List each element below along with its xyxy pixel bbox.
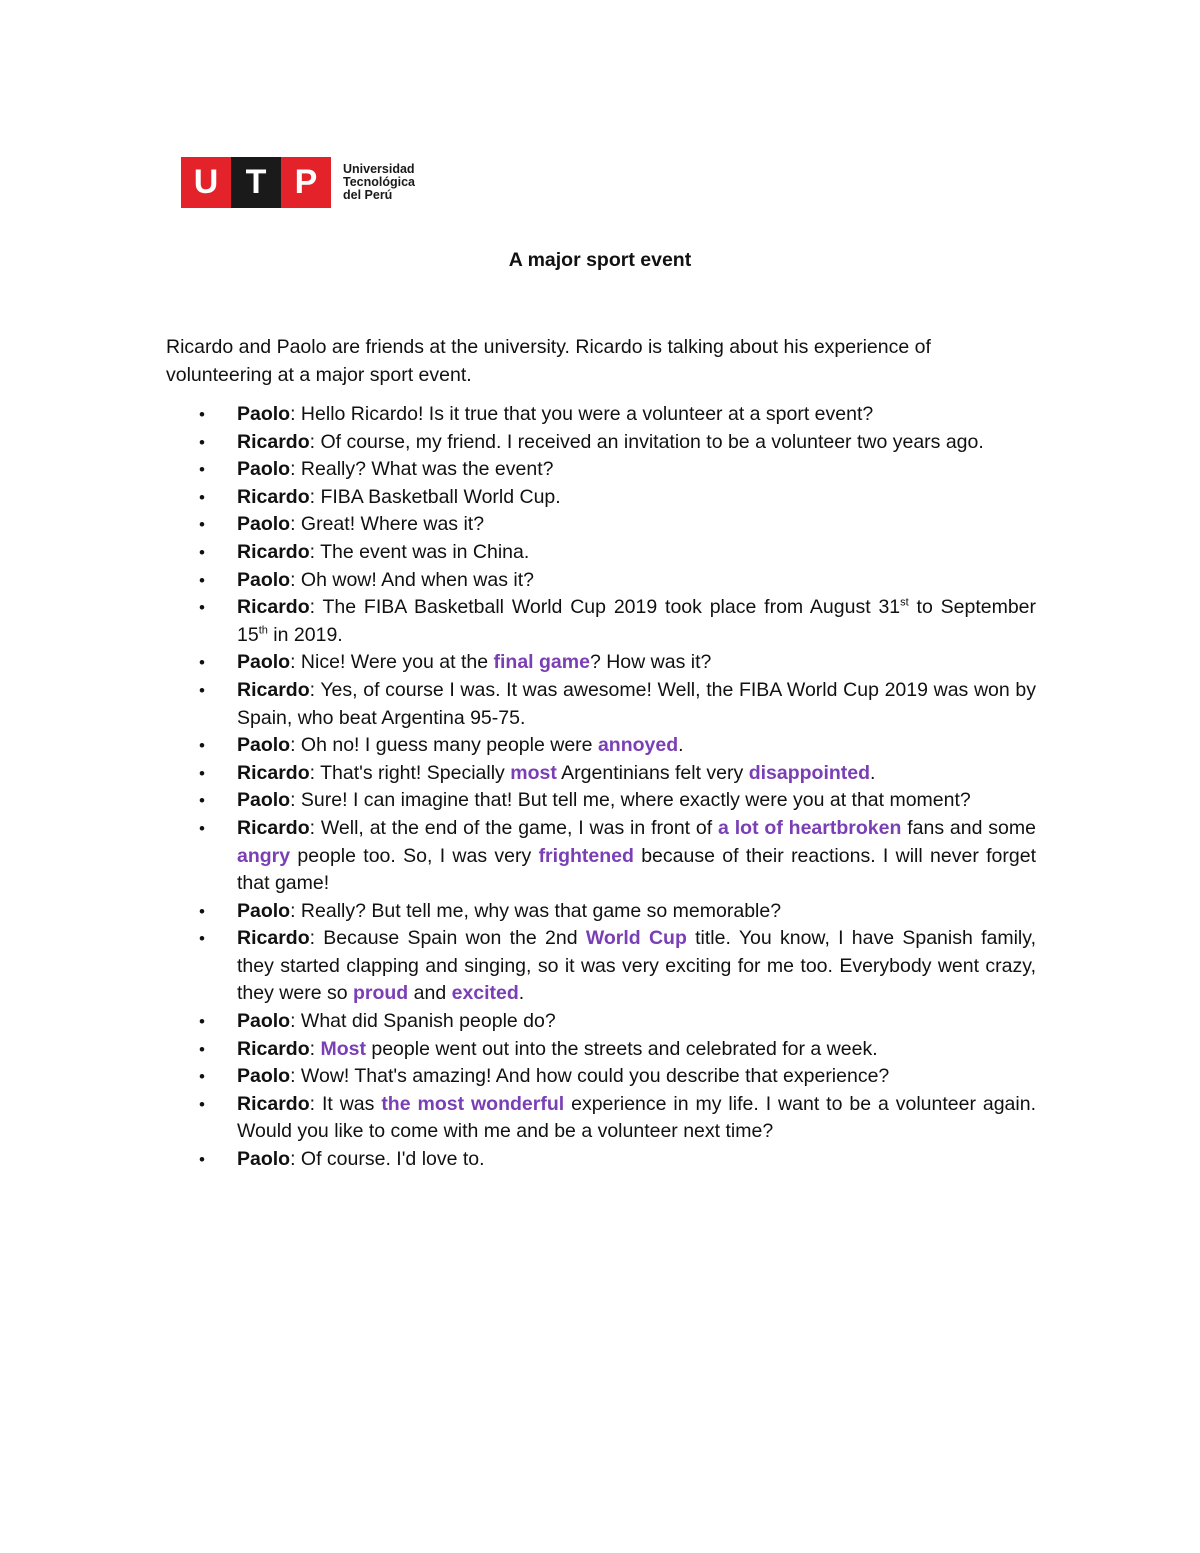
logo-wordmark-line: Tecnológica — [343, 175, 416, 189]
line-text: : Oh no! I guess many people were — [290, 734, 598, 757]
line-text: : Hello Ricardo! Is it true that you were a volunteer at a sport event? — [290, 403, 874, 425]
ordinal-suffix: th — [258, 624, 268, 637]
logo-wordmark — [343, 163, 415, 202]
logo-letter-t: T — [231, 157, 281, 208]
logo-wordmark-line: del Perú — [343, 188, 393, 202]
line-text: and — [408, 982, 452, 1005]
line-text: : Great! Where was it? — [290, 513, 485, 536]
dialogue-line — [166, 1008, 1036, 1036]
line-text: : What did Spanish people do? — [290, 1010, 556, 1033]
line-text: : Nice! Were you at the — [290, 651, 494, 674]
line-text: : Yes, of course I was. It was awesome! Well, the FIBA World Cup 2019 was won by Spain, who beat Argentina 95-75. — [237, 678, 1036, 729]
line-text: experience in my life. I want to be a volunteer again. Would you like to come with me and be a volunteer next time? — [237, 1092, 1036, 1143]
speaker-name: Ricardo — [237, 1092, 310, 1115]
speaker-name: Paolo — [237, 568, 291, 591]
logo-letter-p: P — [281, 157, 331, 208]
dialogue-line — [166, 815, 1036, 898]
dialogue-line — [166, 1091, 1036, 1146]
line-text: : The event was in China. — [309, 540, 530, 563]
dialogue-line — [166, 484, 1036, 512]
speaker-name: Ricardo — [237, 596, 310, 619]
highlighted-phrase: excited — [451, 982, 519, 1005]
dialogue-line — [166, 594, 1036, 649]
dialogue-list — [166, 401, 1036, 1174]
line-text: . — [678, 734, 684, 757]
line-text: : Oh wow! And when was it? — [290, 568, 534, 591]
line-text: : Well, at the end of the game, I was in front of — [309, 816, 719, 839]
highlighted-phrase: Most — [320, 1037, 366, 1060]
dialogue-line — [166, 1146, 1036, 1174]
highlighted-phrase: proud — [352, 982, 409, 1005]
ordinal-suffix: st — [900, 596, 909, 609]
speaker-name: Ricardo — [237, 485, 310, 508]
speaker-name: Paolo — [237, 734, 291, 757]
line-text: . — [870, 761, 876, 784]
highlighted-phrase: World Cup — [585, 927, 687, 950]
speaker-name: Paolo — [237, 513, 291, 536]
line-text: : Because Spain won the 2nd — [309, 927, 586, 950]
line-text: title. You know, I have Spanish family, they started clapping and singing, so it was very exciting for me too. Everybody went crazy, they were so — [237, 927, 1036, 1005]
dialogue-line — [166, 401, 1036, 429]
line-text: : The FIBA Basketball World Cup 2019 took place from August 31 — [309, 596, 901, 619]
highlighted-phrase: disappointed — [748, 761, 871, 784]
dialogue-line — [166, 456, 1036, 484]
line-text: : Really? What was the event? — [290, 458, 554, 481]
line-text: Argentinians felt very — [556, 761, 749, 784]
speaker-name: Ricardo — [237, 927, 310, 950]
line-text: ? How was it? — [589, 651, 712, 674]
highlighted-phrase: the most wonderful — [381, 1092, 565, 1115]
speaker-name: Paolo — [237, 1148, 291, 1171]
speaker-name: Ricardo — [237, 1037, 310, 1060]
highlighted-phrase: annoyed — [597, 734, 679, 757]
speaker-name: Paolo — [237, 789, 291, 812]
line-text: : — [309, 1037, 321, 1060]
logo-letter-u: U — [181, 157, 231, 208]
speaker-name: Paolo — [237, 899, 291, 922]
dialogue-line — [166, 1036, 1036, 1064]
line-text: : Really? But tell me, why was that game so memorable? — [290, 899, 782, 922]
dialogue-line — [166, 429, 1036, 457]
logo-wordmark-line: Universidad — [343, 162, 415, 176]
line-text: people went out into the streets and celebrated for a week. — [365, 1037, 878, 1060]
dialogue-line — [166, 539, 1036, 567]
intro-paragraph: Ricardo and Paolo are friends at the university. Ricardo is talking about his experience of volunteering at a major sport event. — [166, 336, 931, 386]
dialogue-line — [166, 925, 1036, 1008]
line-text: people too. So, I was very — [290, 844, 539, 867]
highlighted-phrase: most — [510, 761, 557, 784]
speaker-name: Paolo — [237, 1010, 291, 1033]
speaker-name: Ricardo — [237, 540, 310, 563]
dialogue-line — [166, 898, 1036, 926]
utp-logo — [181, 157, 415, 208]
speaker-name: Paolo — [237, 403, 291, 425]
line-text: : Wow! That's amazing! And how could you describe that experience? — [290, 1065, 890, 1088]
highlighted-phrase: a lot of heartbroken — [718, 816, 902, 839]
dialogue-line — [166, 760, 1036, 788]
line-text: because of their reactions. I will never forget that game! — [237, 844, 1036, 895]
line-text: fans and some — [901, 816, 1036, 839]
dialogue-line — [166, 1063, 1036, 1091]
dialogue-line — [166, 567, 1036, 595]
highlighted-phrase: frightened — [538, 844, 634, 867]
line-text: to September 15 — [237, 596, 1037, 646]
dialogue-line — [166, 732, 1036, 760]
speaker-name: Paolo — [237, 651, 291, 674]
line-text: . — [518, 982, 525, 1005]
line-text: : Of course, my friend. I received an invitation to be a volunteer two years ago. — [309, 430, 984, 453]
dialogue-line — [166, 787, 1036, 815]
speaker-name: Paolo — [237, 1065, 291, 1088]
line-text: : Sure! I can imagine that! But tell me, where exactly were you at that moment? — [290, 789, 971, 812]
line-text: in 2019. — [267, 623, 343, 646]
speaker-name: Paolo — [237, 458, 291, 481]
speaker-name: Ricardo — [237, 761, 310, 784]
line-text: : Of course. I'd love to. — [290, 1148, 485, 1171]
highlighted-phrase: final game — [493, 651, 590, 674]
dialogue-line — [166, 677, 1036, 732]
speaker-name: Ricardo — [237, 430, 310, 453]
speaker-name: Ricardo — [237, 816, 310, 839]
line-text: : That's right! Specially — [309, 761, 511, 784]
dialogue-line — [166, 649, 1036, 677]
dialogue-line — [166, 511, 1036, 539]
line-text: : FIBA Basketball World Cup. — [309, 485, 561, 508]
document-title: A major sport event — [508, 249, 692, 271]
highlighted-phrase: angry — [237, 844, 291, 867]
speaker-name: Ricardo — [237, 678, 310, 701]
line-text: : It was — [309, 1092, 382, 1115]
